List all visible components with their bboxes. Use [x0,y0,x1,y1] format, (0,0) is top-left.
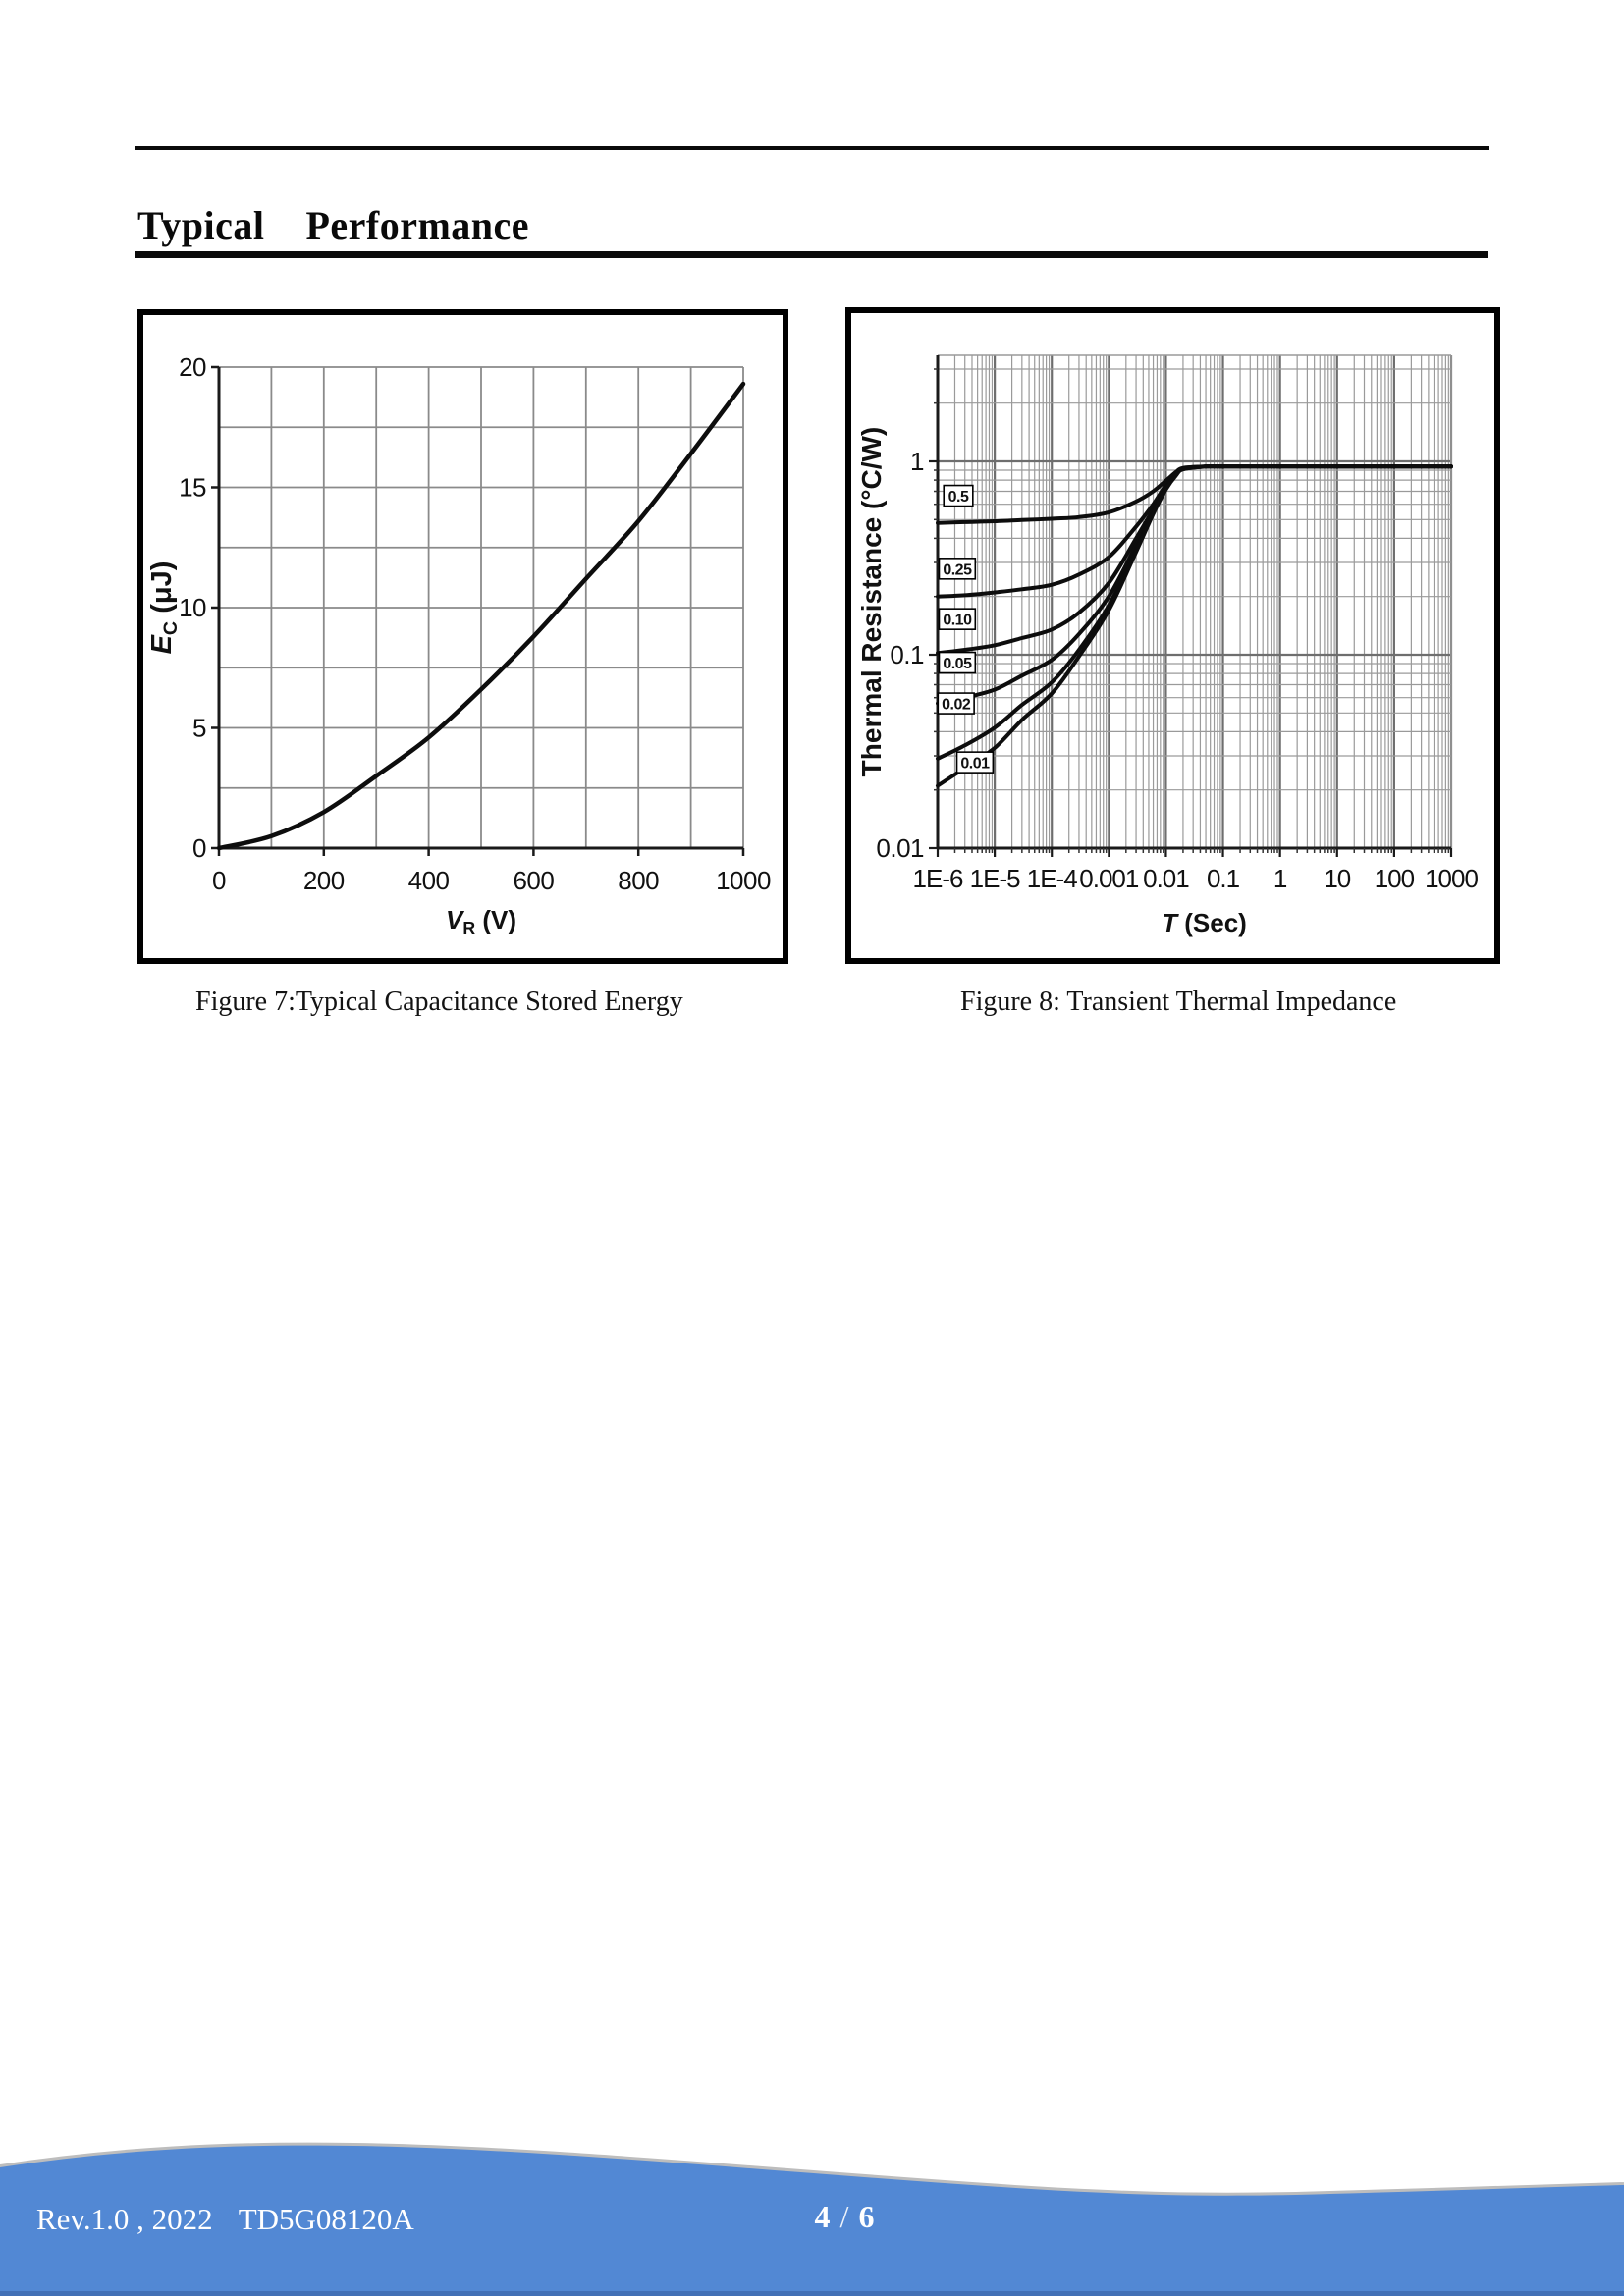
svg-text:0: 0 [192,833,206,863]
svg-text:0.01: 0.01 [1143,864,1189,893]
svg-text:0.001: 0.001 [1079,864,1139,893]
svg-text:1E-5: 1E-5 [969,864,1020,893]
svg-text:T (Sec): T (Sec) [1162,908,1247,937]
svg-text:1: 1 [910,447,924,476]
svg-text:15: 15 [179,472,206,503]
svg-text:1000: 1000 [716,866,771,895]
figure8-chart [851,313,1494,958]
part-number-label: TD5G08120A [238,2202,414,2236]
svg-text:0.5: 0.5 [947,489,969,507]
svg-text:0.01: 0.01 [960,755,990,773]
figure7-frame [137,309,788,964]
svg-text:400: 400 [407,866,450,895]
svg-text:0.10: 0.10 [943,612,972,629]
svg-text:0.25: 0.25 [943,561,972,579]
svg-text:1E-6: 1E-6 [912,864,963,893]
svg-text:VR (V): $V_R$ (V) [446,905,516,938]
svg-text:0.01: 0.01 [876,833,924,863]
figure8-frame [845,307,1500,964]
figure8-caption: Figure 8: Transient Thermal Impedance [960,987,1397,1017]
section-title-underline [135,251,1488,258]
page-total: 6 [858,2199,875,2234]
svg-text:0.02: 0.02 [942,696,971,714]
svg-text:0.05: 0.05 [943,656,972,673]
svg-text:1: 1 [1272,864,1287,893]
svg-text:10: 10 [179,593,206,622]
section-title: Typical Performance [137,203,530,247]
svg-text:800: 800 [618,866,660,895]
footer-revision-row [36,2202,414,2237]
svg-text:10: 10 [1324,864,1351,893]
svg-text:600: 600 [513,866,555,895]
svg-text:1000: 1000 [1425,864,1478,893]
page-bottom-edge [0,2291,1624,2296]
page-separator: / [839,2199,849,2234]
figure7-chart [143,315,783,958]
footer [0,2061,1624,2296]
svg-text:200: 200 [302,866,345,895]
figure7-caption: Figure 7:Typical Capacitance Stored Energy [195,987,683,1017]
revision-label: Rev.1.0 , 2022 [36,2202,213,2236]
svg-text:EC (μJ): $E_C$ (μJ) [146,561,182,655]
svg-text:0: 0 [212,866,226,895]
svg-text:20: 20 [179,352,206,382]
svg-text:Thermal Resistance (°C/W): Thermal Resistance (°C/W) [856,426,887,777]
svg-text:0.1: 0.1 [890,640,924,669]
svg-text:100: 100 [1374,864,1415,893]
svg-text:0.1: 0.1 [1206,864,1240,893]
svg-text:1E-4: 1E-4 [1026,864,1077,893]
page-current: 4 [814,2199,831,2234]
page-indicator [776,2199,913,2235]
top-divider [135,146,1489,150]
footer-wave [0,2061,1624,2296]
svg-text:5: 5 [192,713,206,743]
